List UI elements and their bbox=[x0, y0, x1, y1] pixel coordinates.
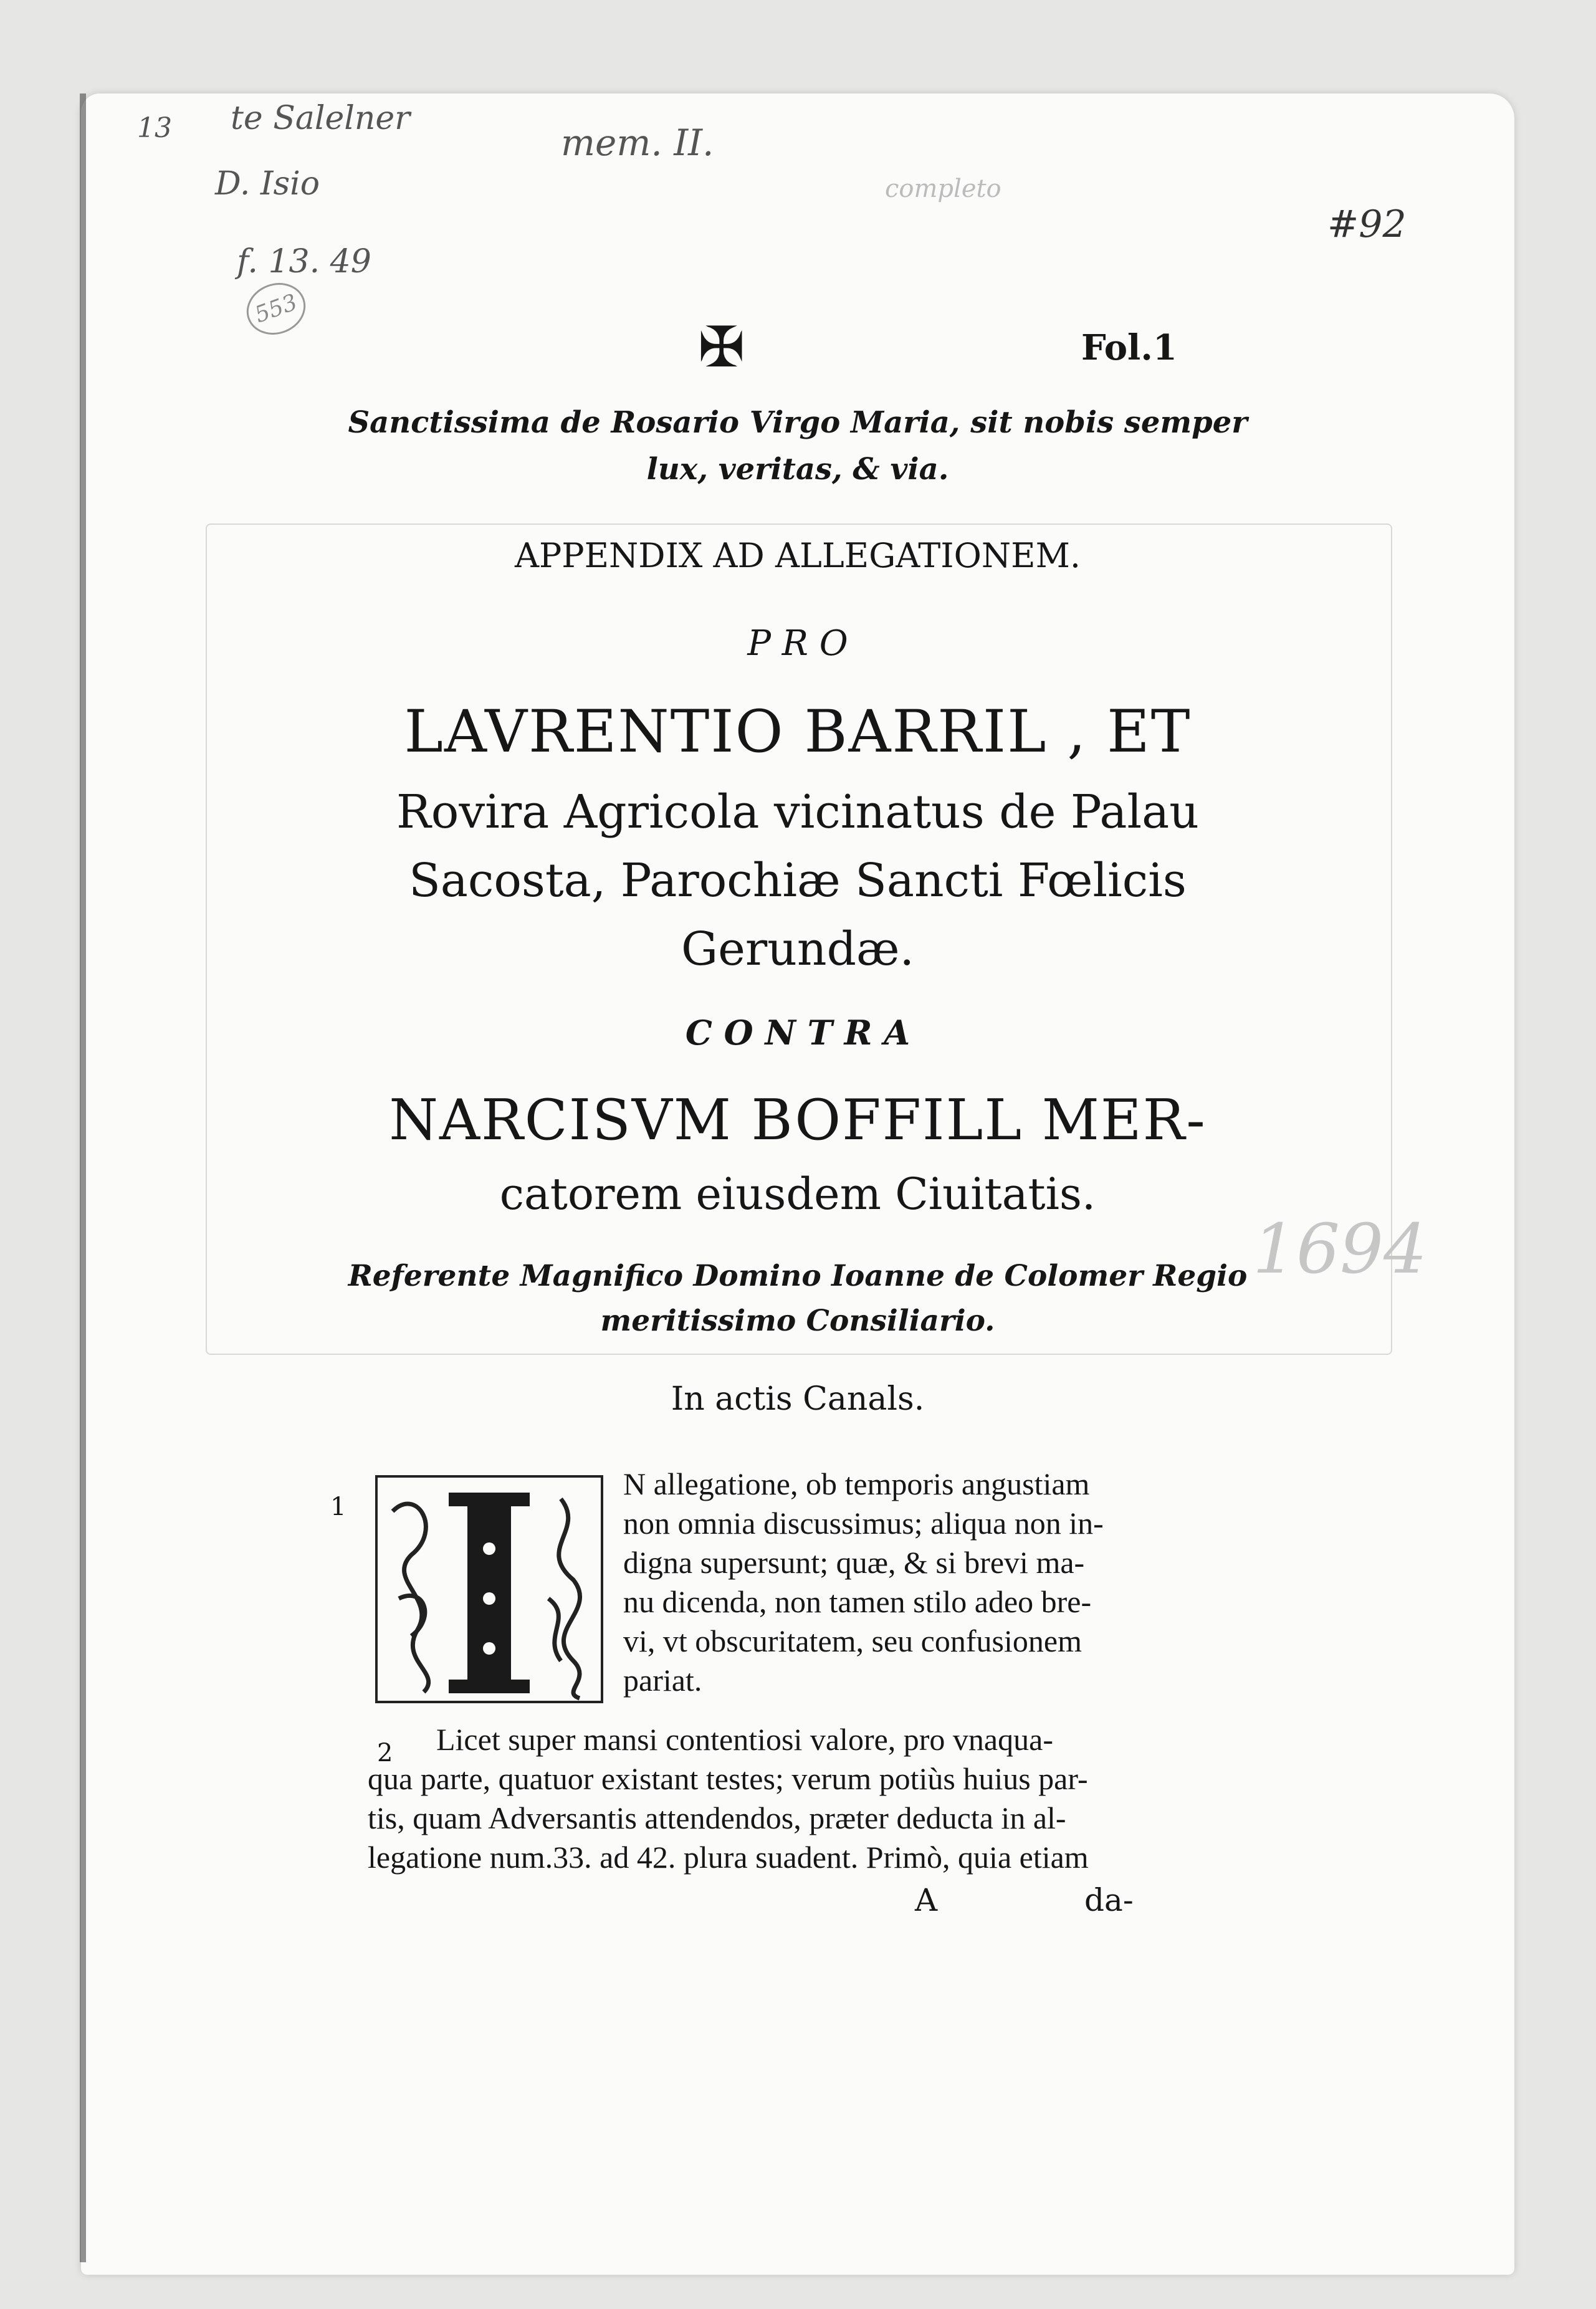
text-line: Licet super mansi contentiosi valore, pro vnaqua- bbox=[436, 1722, 1053, 1757]
party1-description: Sacosta, Parochiæ Sancti Fœlicis bbox=[409, 854, 1187, 907]
text-line: nu dicenda, non tamen stilo adeo bre- bbox=[623, 1584, 1092, 1619]
decorated-initial bbox=[374, 1474, 604, 1704]
contra-heading: C O N T R A bbox=[685, 1013, 910, 1053]
cross-icon: ✠ bbox=[698, 315, 745, 380]
text-line: non omnia discussimus; aliqua non in- bbox=[623, 1506, 1104, 1541]
party1-description: Rovira Agricola vicinatus de Palau bbox=[396, 785, 1199, 839]
paragraph-1-text bbox=[623, 1465, 1184, 1700]
page-edge bbox=[80, 93, 86, 2262]
annotation-text: te Salelner bbox=[231, 100, 410, 137]
in-actis-note: In actis Canals. bbox=[671, 1380, 925, 1418]
annotation-text: D. Isio bbox=[215, 165, 320, 203]
paragraph-number: 1 bbox=[330, 1493, 346, 1521]
invocation-line: lux, veritas, & via. bbox=[646, 452, 949, 487]
text-line: vi, vt obscuritatem, seu confusionem bbox=[623, 1623, 1082, 1658]
signature-mark: A bbox=[915, 1882, 938, 1918]
text-line: N allegatione, ob temporis angustiam bbox=[623, 1466, 1090, 1501]
annotation-text: f. 13. 49 bbox=[237, 243, 371, 280]
text-line: legatione num.33. ad 42. plura suadent. Primò, quia etiam bbox=[368, 1840, 1089, 1875]
party1-description: Gerundæ. bbox=[681, 922, 915, 976]
annotation-number: 13 bbox=[137, 112, 172, 144]
annotation-text: #92 bbox=[1327, 203, 1407, 246]
text-line: qua parte, quatuor existant testes; verum potiùs huius par- bbox=[368, 1761, 1088, 1796]
folio-number: Fol.1 bbox=[1081, 327, 1177, 368]
pro-heading: P R O bbox=[747, 623, 848, 664]
invocation-line: Sanctissima de Rosario Virgo Maria, sit nobis semper bbox=[348, 405, 1248, 440]
referente-line: Referente Magnifico Domino Ioanne de Colomer Regio bbox=[348, 1259, 1248, 1293]
appendix-heading: APPENDIX AD ALLEGATIONEM. bbox=[514, 536, 1081, 575]
referente-line: meritissimo Consiliario. bbox=[600, 1304, 995, 1338]
party2-name: NARCISVM BOFFILL MER- bbox=[389, 1088, 1207, 1153]
stamp-number: 553 bbox=[239, 275, 313, 343]
annotation-text: 1694 bbox=[1253, 1209, 1427, 1289]
text-line: pariat. bbox=[623, 1663, 702, 1698]
text-line: digna supersunt; quæ, & si brevi ma- bbox=[623, 1545, 1085, 1580]
annotation-text: mem. II. bbox=[561, 122, 714, 164]
paragraph-2-text bbox=[368, 1720, 1203, 1877]
catchword: da- bbox=[1084, 1882, 1134, 1918]
paragraph-number: 2 bbox=[377, 1739, 393, 1767]
party2-description: catorem eiusdem Ciuitatis. bbox=[499, 1169, 1096, 1220]
party1-name: LAVRENTIO BARRIL , ET bbox=[404, 698, 1192, 766]
annotation-text: completo bbox=[885, 174, 1001, 203]
text-line: tis, quam Adversantis attendendos, præter deducta in al- bbox=[368, 1800, 1066, 1835]
